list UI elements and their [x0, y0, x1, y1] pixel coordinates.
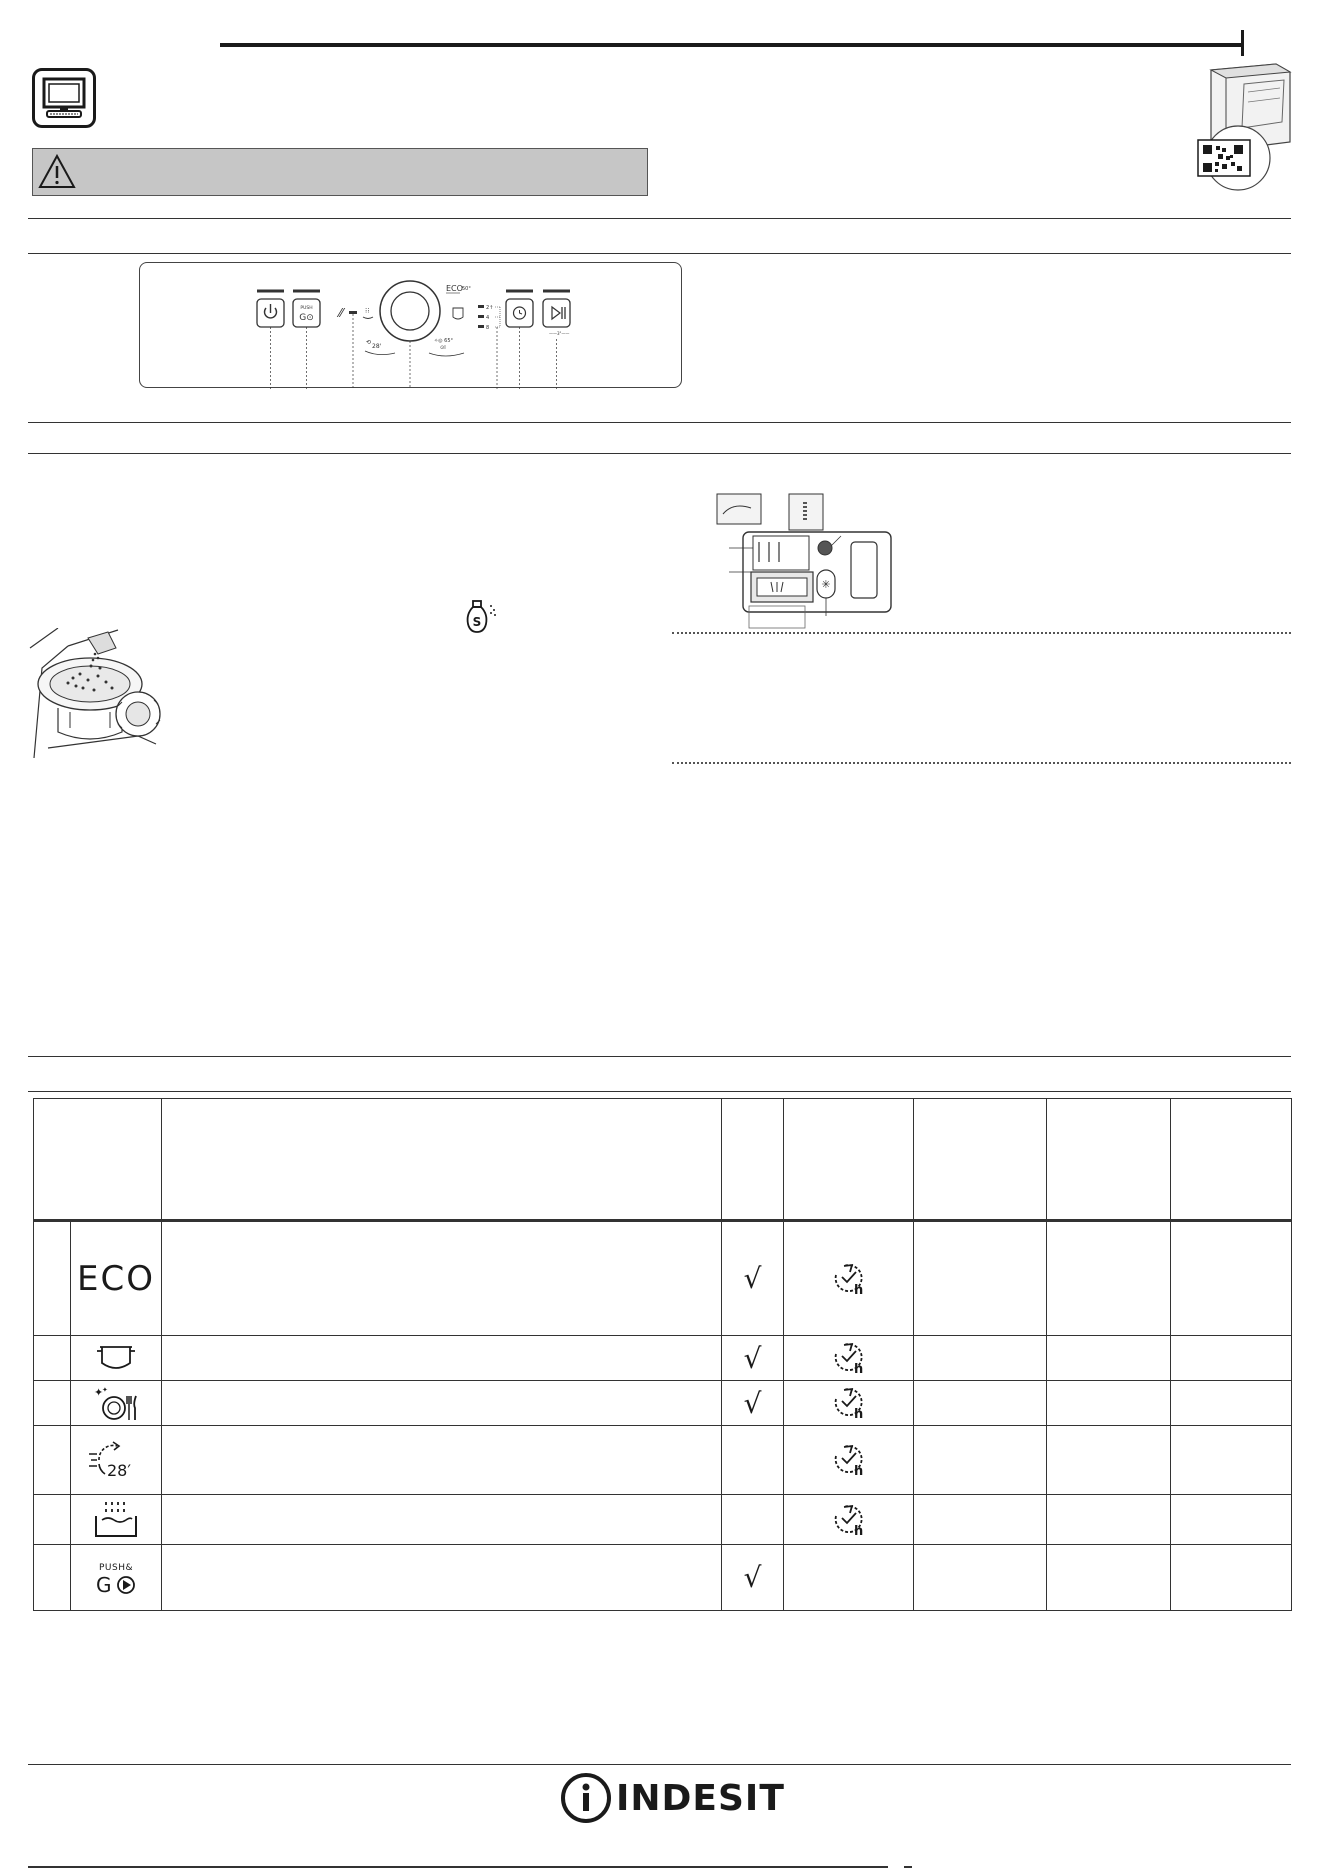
water-cell — [1171, 1495, 1292, 1545]
prewash-icon — [71, 1500, 161, 1540]
section-rule — [28, 218, 1291, 219]
warning-triangle-icon — [37, 153, 77, 191]
delay-cell — [784, 1495, 914, 1545]
delay-cell — [784, 1426, 914, 1495]
table-row — [34, 1336, 1292, 1381]
indesit-logo — [560, 1772, 785, 1824]
program-icon-cell — [71, 1336, 162, 1381]
table-row — [34, 1221, 1292, 1336]
energy-cell — [1047, 1545, 1171, 1611]
program-description — [162, 1495, 722, 1545]
water-cell — [1171, 1545, 1292, 1611]
svg-text:h: h — [853, 1362, 863, 1376]
header-delay — [784, 1099, 914, 1221]
energy-cell — [1047, 1426, 1171, 1495]
svg-text:h: h — [853, 1407, 863, 1421]
push-go-cell — [722, 1221, 784, 1336]
header-rule-tick — [1241, 30, 1244, 56]
energy-cell — [1047, 1336, 1171, 1381]
dotted-separator — [672, 632, 1291, 634]
table-header-row — [34, 1099, 1292, 1221]
svg-text:28′: 28′ — [107, 1461, 131, 1480]
check-mark: √ — [743, 1561, 762, 1594]
row-number — [34, 1381, 71, 1426]
detergent-dispenser-illustration — [707, 492, 897, 630]
delay-cell — [784, 1545, 914, 1611]
delay-start-icon — [784, 1261, 913, 1297]
svg-text:⊙I: ⊙I — [440, 345, 446, 351]
program-icon-cell — [71, 1545, 162, 1611]
svg-text:S: S — [472, 615, 482, 629]
duration-cell — [914, 1381, 1047, 1426]
svg-text:ECO: ECO — [446, 284, 463, 293]
section-rule — [28, 1056, 1291, 1057]
svg-text:✳: ✳ — [821, 578, 831, 591]
pot-icon — [71, 1341, 161, 1375]
brand-name: INDESIT — [616, 1778, 785, 1819]
row-number — [34, 1426, 71, 1495]
water-cell — [1171, 1381, 1292, 1426]
program-table — [33, 1098, 1292, 1611]
push-go-cell — [722, 1545, 784, 1611]
program-icon-cell — [71, 1221, 162, 1336]
header-description — [162, 1099, 722, 1221]
program-icon-cell — [71, 1495, 162, 1545]
svg-text:h: h — [853, 1464, 863, 1478]
section-rule — [28, 422, 1291, 423]
header-energy — [1047, 1099, 1171, 1221]
eco-icon: ECO — [77, 1258, 155, 1299]
program-description — [162, 1221, 722, 1336]
section-rule — [28, 253, 1291, 254]
program-icon-cell — [71, 1381, 162, 1426]
water-cell — [1171, 1221, 1292, 1336]
monitor-icon — [32, 68, 96, 128]
bottom-rule — [28, 1866, 888, 1868]
water-cell — [1171, 1426, 1292, 1495]
duration-cell — [914, 1545, 1047, 1611]
header-rule — [220, 43, 1242, 47]
push-go-icon — [71, 1558, 161, 1598]
section-rule — [28, 1091, 1291, 1092]
table-row — [34, 1545, 1292, 1611]
program-description — [162, 1336, 722, 1381]
warning-banner — [32, 148, 648, 196]
energy-cell — [1047, 1495, 1171, 1545]
row-number — [34, 1545, 71, 1611]
delay-cell — [784, 1336, 914, 1381]
duration-cell — [914, 1426, 1047, 1495]
delay-cell — [784, 1221, 914, 1336]
svg-text:2↑: 2↑ — [486, 305, 494, 311]
push-go-cell — [722, 1426, 784, 1495]
check-mark: √ — [743, 1262, 762, 1295]
svg-text:G: G — [96, 1572, 112, 1597]
sparkle-dishes-icon — [71, 1384, 161, 1422]
footer-rule — [28, 1764, 1291, 1765]
program-icon-cell — [71, 1426, 162, 1495]
header-program — [34, 1099, 162, 1221]
duration-cell — [914, 1495, 1047, 1545]
row-number — [34, 1221, 71, 1336]
svg-text:PUSH: PUSH — [300, 306, 313, 311]
delay-start-icon — [784, 1442, 913, 1478]
table-row — [34, 1426, 1292, 1495]
bottom-rule-tick — [904, 1866, 912, 1868]
water-cell — [1171, 1336, 1292, 1381]
svg-text:✦: ✦ — [94, 1386, 104, 1399]
svg-text:✦: ✦ — [102, 1386, 108, 1394]
svg-text:h: h — [853, 1282, 863, 1297]
dotted-separator — [672, 762, 1291, 764]
svg-text:4: 4 — [486, 315, 490, 321]
quick-28-icon — [71, 1438, 161, 1482]
check-mark: √ — [743, 1341, 762, 1375]
svg-text:h: h — [853, 1523, 863, 1538]
svg-text:28': 28' — [372, 343, 382, 350]
svg-text:50°: 50° — [462, 286, 471, 292]
program-description — [162, 1545, 722, 1611]
duration-cell — [914, 1221, 1047, 1336]
push-go-cell — [722, 1336, 784, 1381]
push-go-cell — [722, 1495, 784, 1545]
energy-cell — [1047, 1221, 1171, 1336]
delay-start-icon — [784, 1502, 913, 1538]
svg-text:——3"——: ——3"—— — [549, 331, 570, 336]
svg-text:✧◎ 65°: ✧◎ 65° — [434, 338, 454, 344]
section-rule — [28, 453, 1291, 454]
header-duration — [914, 1099, 1047, 1221]
salt-filling-illustration — [28, 628, 178, 760]
delay-start-icon — [784, 1385, 913, 1421]
svg-text:PUSH&: PUSH& — [98, 1562, 134, 1573]
row-number — [34, 1336, 71, 1381]
program-description — [162, 1381, 722, 1426]
check-mark: √ — [743, 1386, 762, 1420]
svg-text:G⊙: G⊙ — [299, 313, 314, 323]
table-row — [34, 1495, 1292, 1545]
program-description — [162, 1426, 722, 1495]
delay-cell — [784, 1381, 914, 1426]
table-row — [34, 1381, 1292, 1426]
header-push-go — [722, 1099, 784, 1221]
dishwasher-qr-illustration — [1186, 62, 1296, 192]
row-number — [34, 1495, 71, 1545]
energy-cell — [1047, 1381, 1171, 1426]
salt-bottle-icon — [464, 600, 500, 634]
svg-text:8: 8 — [486, 325, 490, 331]
control-panel-illustration — [139, 262, 682, 388]
push-go-cell — [722, 1381, 784, 1426]
delay-start-icon — [784, 1340, 913, 1376]
svg-text:⁝⁝: ⁝⁝ — [365, 307, 370, 315]
header-water — [1171, 1099, 1292, 1221]
duration-cell — [914, 1336, 1047, 1381]
svg-text:⁄⁄: ⁄⁄ — [339, 306, 344, 320]
svg-text:⟲: ⟲ — [366, 339, 372, 346]
